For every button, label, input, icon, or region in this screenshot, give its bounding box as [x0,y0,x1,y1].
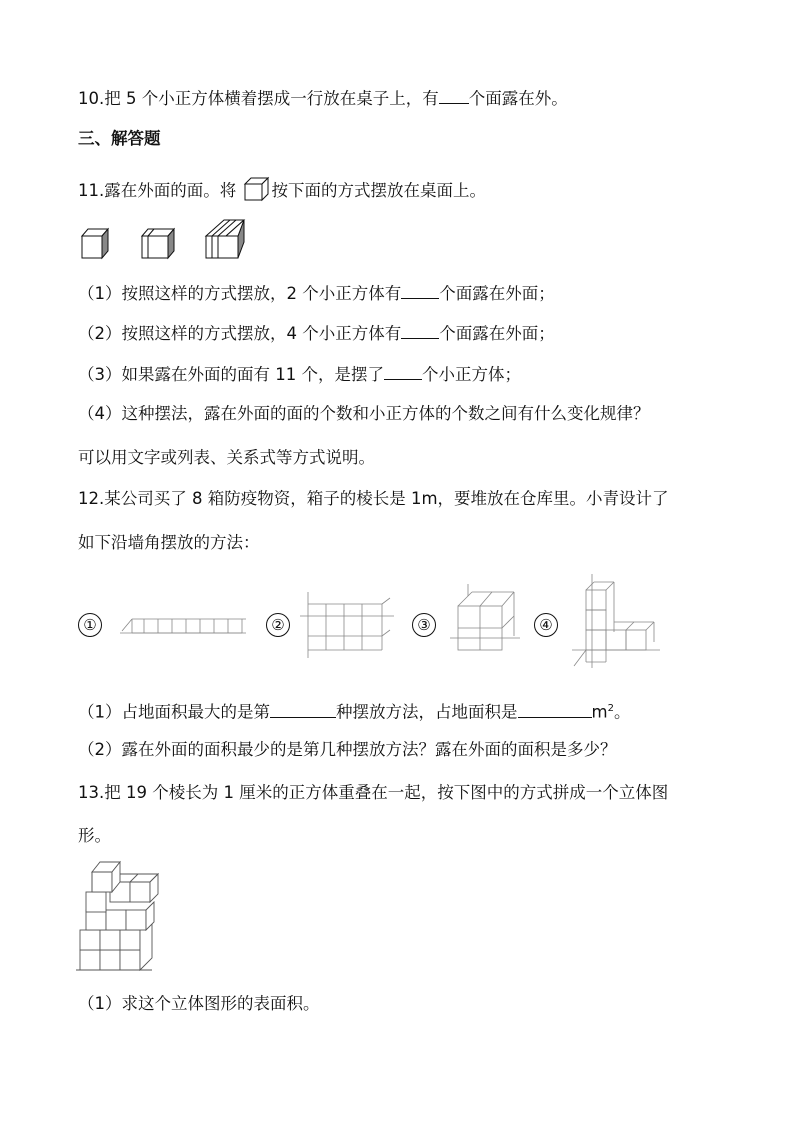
q11-sub4-line2: 可以用文字或列表、关系式等方式说明。 [78,448,375,467]
q11-sub3-text-b: 个小正方体； [421,365,521,384]
question-11 [78,176,486,202]
three-cubes [206,220,244,258]
answer-blank[interactable] [401,283,439,299]
option-label-2: ② [266,613,290,637]
q12-line1: 12.某公司买了 8 箱防疫物资，箱子的棱长是 1m，要堆放在仓库里。小青设计了 [78,489,669,508]
option-label-4: ④ [534,613,558,637]
q11-sub2 [78,323,555,344]
q11-sub1-text-a: （1）按照这样的方式摆放，2 个小正方体有 [78,284,402,303]
answer-blank[interactable] [270,702,336,718]
arrangement-3-figure [446,582,526,662]
answer-blank[interactable] [439,88,469,104]
cube-rows-figure [80,218,250,264]
q11-sub1-text-b: 个面露在外面； [439,284,555,303]
q13-line2: 形。 [78,826,111,845]
q13-sub1: （1）求这个立体图形的表面积。 [78,994,320,1013]
stacked-cubes-figure [76,858,160,976]
q11-sub2-text-b: 个面露在外面； [439,324,555,343]
q10-text-b: 个面露在外。 [468,89,568,108]
q11-text-b: 按下面的方式摆放在桌面上。 [271,181,486,200]
answer-blank[interactable] [518,702,592,718]
period: 。 [613,702,631,722]
q12-sub1-text-b: 种摆放方法，占地面积是 [336,702,518,722]
unit-superscript: 2 [607,703,614,714]
q11-sub4-line1: （4）这种摆法，露在外面的面的个数和小正方体的个数之间有什么变化规律？ [78,404,650,423]
q11-sub1 [78,283,555,304]
q12-sub1 [78,699,630,723]
q11-sub2-text-a: （2）按照这样的方式摆放，4 个小正方体有 [78,324,402,343]
arrangement-4-figure [568,572,664,672]
q10-text-a: 10.把 5 个小正方体横着摆成一行放在桌子上，有 [78,89,439,108]
q11-sub3-text-a: （3）如果露在外面的面有 11 个，是摆了 [78,365,384,384]
q12-line2: 如下沿墙角摆放的方法： [78,533,260,552]
question-10 [78,88,568,109]
q11-text-a: 11.露在外面的面。将 [78,181,237,200]
section-title: 三、解答题 [78,129,161,148]
small-cube-icon [242,176,272,202]
arrangement-2-figure [298,590,398,660]
answer-blank[interactable] [384,364,422,380]
q11-sub3 [78,364,521,385]
q13-line1: 13.把 19 个棱长为 1 厘米的正方体重叠在一起，按下图中的方式拼成一个立体图 [78,783,669,802]
answer-blank[interactable] [401,323,439,339]
unit-text: m [591,702,608,722]
q12-sub1-text-a: （1）占地面积最大的是第 [78,702,270,722]
two-cubes [142,229,174,258]
q12-sub2: （2）露在外面的面积最少的是第几种摆放方法？露在外面的面积是多少？ [78,740,617,759]
one-cube [82,229,108,258]
option-label-1: ① [78,613,102,637]
arrangement-1-figure [118,605,248,645]
option-label-3: ③ [412,613,436,637]
